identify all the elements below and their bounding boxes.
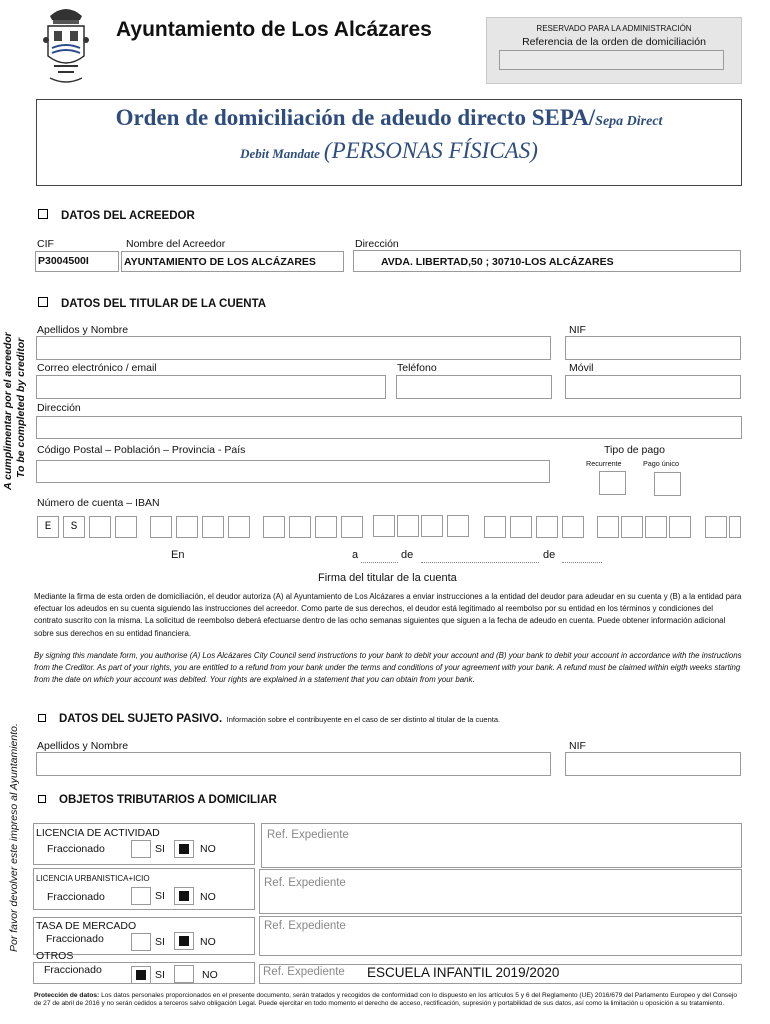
admin-reference-field[interactable] [499,50,724,70]
iban-cell[interactable] [315,516,337,538]
coat-of-arms-logo [40,4,92,90]
creditor-address-label: Dirección [355,238,399,250]
payment-type-label: Tipo de pago [604,444,665,456]
side-label-return: Por favor devolver este impreso al Ayuntamiento. [8,723,20,952]
place-label: En [171,549,185,561]
email-label: Correo electrónico / email [37,362,157,374]
si-checkbox[interactable] [131,840,151,858]
email-input[interactable] [36,375,386,399]
form-title-personas: (PERSONAS FÍSICAS) [323,138,538,163]
iban-cell[interactable] [202,516,224,538]
fraccionado-label: Fraccionado [46,933,104,945]
no-label: NO [200,936,216,948]
iban-cell[interactable] [176,516,198,538]
holder-heading: DATOS DEL TITULAR DE LA CUENTA [38,297,266,310]
object-name: TASA DE MERCADO [36,920,137,932]
iban-cell: E [37,516,59,538]
data-protection-text: Los datos personales proporcionados en el presente documento, serán tratados y recogidos de conformidad con lo dispuesto en los artículos 5 y 6 del Reglamento (UE) 2016/679 del Parlamento Europeo y del Consejo de 27 de abril de 2016 y no serán cedidos a terceros salvo obligación Legal. Puede ejercitar en todo momento el derecho de acceso, rectificación, supresión y portabilidad de sus datos, así como la limitación u oposición a su tratamiento. [34,992,738,1007]
form-title [36,104,742,169]
iban-cell: S [63,516,85,538]
checkbox-icon [38,795,46,803]
iban-cell[interactable] [341,516,363,538]
taxpayer-nif-input[interactable] [565,752,741,776]
ref-expediente-value: ESCUELA INFANTIL 2019/2020 [367,965,560,980]
ref-expediente-placeholder: Ref. Expediente [267,829,349,841]
holder-address-input[interactable] [36,416,742,439]
admin-reference-label: Referencia de la orden de domiciliación [522,36,706,48]
si-label: SI [155,890,165,902]
object-name: LICENCIA URBANISTICA+ICIO [36,874,150,883]
object-name: OTROS [36,950,74,962]
cif-value: P3004500I [38,255,89,267]
creditor-name-label: Nombre del Acreedor [126,238,226,250]
ref-expediente-placeholder: Ref. Expediente [263,966,345,978]
side-label-creditor-en: To be completed by creditor [15,337,27,478]
day-line[interactable] [361,562,398,563]
phone-input[interactable] [396,375,552,399]
postal-label: Código Postal – Población – Provincia - País [37,444,246,456]
objects-heading: OBJETOS TRIBUTARIOS A DOMICILIAR [38,794,277,806]
iban-cell[interactable] [89,516,111,538]
iban-cell[interactable] [484,516,506,538]
ref-expediente-placeholder: Ref. Expediente [264,920,346,932]
holder-name-input[interactable] [36,336,551,360]
legal-text-es: Mediante la firma de esta orden de domiciliación, el deudor autoriza (A) al Ayuntamiento de Los Alcázares a enviar instrucciones a la entidad del deudor para adeudar en su cuenta y (B) a la entidad para efectuar los adeudos en su cuenta siguiendo las instrucciones del acreedor. Como parte de sus derechos, el deudor está legitimado al reembolso por su entidad en los términos y condiciones del contrato suscrito con la misma. La solicitud de reembolso deberá efectuarse dentro de las ocho semanas siguientes que siguen a la fecha de adeudo en cuenta. Puede obtener información adicional sobre sus derechos en su entidad financiera. [34,592,742,638]
iban-cell[interactable] [510,516,532,538]
creditor-name-value: AYUNTAMIENTO DE LOS ALCÁZARES [124,256,316,268]
holder-name-label: Apellidos y Nombre [37,324,129,336]
no-checkbox[interactable] [174,932,194,950]
form-title-english-2: Debit Mandate [240,146,320,161]
iban-cell[interactable] [397,515,419,537]
iban-cell[interactable] [150,516,172,538]
iban-cell[interactable] [645,516,667,538]
admin-reserved-label: RESERVADO PARA LA ADMINISTRACIÓN [536,24,692,33]
no-label: NO [202,969,218,981]
iban-cell[interactable] [705,516,727,538]
iban-cell[interactable] [562,516,584,538]
mobile-label: Móvil [569,362,594,374]
no-checkbox[interactable] [174,840,194,858]
taxpayer-note: Información sobre el contribuyente en el caso de ser distinto al titular de la cuenta. [226,715,501,724]
ref-expediente-input[interactable] [259,869,742,914]
checkbox-icon [38,209,48,219]
taxpayer-name-label: Apellidos y Nombre [37,740,129,752]
phone-label: Teléfono [397,362,437,374]
iban-cell[interactable] [621,516,643,538]
creditor-heading: DATOS DEL ACREEDOR [38,209,195,222]
fraccionado-label: Fraccionado [47,843,105,855]
form-title-main: Orden de domiciliación de adeudo directo SEPA/ [115,105,596,130]
month-label: de [401,549,414,561]
taxpayer-nif-label: NIF [569,740,586,752]
si-label: SI [155,969,165,981]
holder-nif-label: NIF [569,324,586,336]
iban-cell[interactable] [263,516,285,538]
iban-cell[interactable] [447,515,469,537]
page-title: Ayuntamiento de Los Alcázares [116,18,432,41]
single-payment-checkbox[interactable] [654,472,681,496]
side-label-creditor-es: A cumplimentar por el acreedor [2,332,14,490]
si-checkbox[interactable] [131,933,151,951]
no-label: NO [200,843,216,855]
ref-expediente-placeholder: Ref. Expediente [264,877,346,889]
iban-cell[interactable] [536,516,558,538]
checkbox-icon [38,297,48,307]
si-checkbox[interactable] [131,966,151,984]
si-checkbox[interactable] [131,887,151,905]
iban-cell[interactable] [115,516,137,538]
no-checkbox[interactable] [174,887,194,905]
iban-cell[interactable] [421,515,443,537]
iban-cell[interactable] [228,516,250,538]
form-title-english-1: Sepa Direct [595,114,663,129]
month-line[interactable] [421,562,539,563]
creditor-address-value: AVDA. LIBERTAD,50 ; 30710-LOS ALCÁZARES [381,256,614,268]
signature-label: Firma del titular de la cuenta [318,572,457,584]
taxpayer-name-input[interactable] [36,752,551,776]
iban-cell[interactable] [669,516,691,538]
iban-label: Número de cuenta – IBAN [37,497,160,509]
data-protection-note [34,992,742,1008]
year-line[interactable] [562,562,602,563]
checkbox-icon [38,714,46,722]
fraccionado-label: Fraccionado [44,964,102,976]
cif-label: CIF [37,238,54,250]
taxpayer-heading: DATOS DEL SUJETO PASIVO. Información sobre el contribuyente en el caso de ser distinto al titular de la cuenta. [38,709,500,727]
postal-input[interactable] [36,460,550,483]
si-label: SI [155,843,165,855]
iban-cell[interactable] [597,516,619,538]
iban-cell[interactable] [373,515,395,537]
iban-cell[interactable] [729,516,741,538]
holder-address-label: Dirección [37,402,81,414]
no-checkbox[interactable] [174,965,194,983]
recurring-checkbox[interactable] [599,471,626,495]
legal-text-en: By signing this mandate form, you authorise (A) Los Alcázares City Council send instructions to your bank to debit your account and (B) your bank to debit your account in accordance with the instructions from the Creditor. As part of your rights, you are entitled to a refund from your bank under the terms and conditions of your agreement with your bank. A refund must be claimed within eigth weeks starting from the date on which your account was debited. Your rights are explained in a statement that you can obtain from your bank. [34,651,742,685]
iban-cell[interactable] [289,516,311,538]
data-protection-title: Protección de datos: [34,992,100,999]
si-label: SI [155,936,165,948]
recurring-label: Recurrente [586,459,622,468]
object-name: LICENCIA DE ACTIVIDAD [36,827,160,839]
day-label: a [352,549,359,561]
no-label: NO [200,891,216,903]
holder-nif-input[interactable] [565,336,741,360]
fraccionado-label: Fraccionado [47,891,105,903]
year-label: de [543,549,556,561]
single-payment-label: Pago único [643,459,679,468]
mobile-input[interactable] [565,375,741,399]
